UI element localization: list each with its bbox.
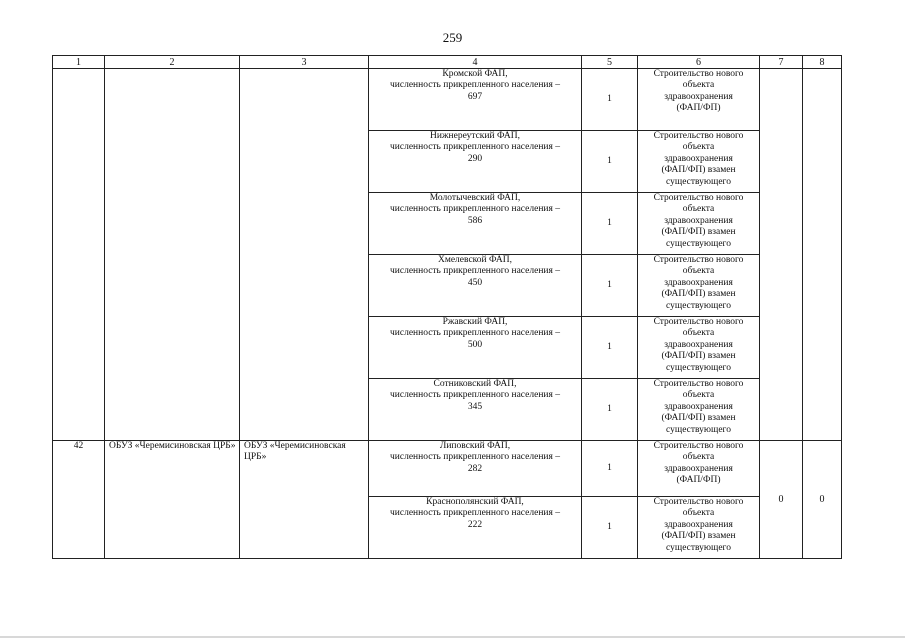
column-header: 7 <box>760 56 803 69</box>
column-header: 6 <box>638 56 760 69</box>
table-row <box>53 69 842 131</box>
column-7-cell: 0 <box>760 441 803 559</box>
executor-cell: ОБУЗ «Черемисиновская ЦРБ» <box>240 441 369 559</box>
fap-cell: Хмелевской ФАП, численность прикрепленного населения – 450 <box>369 255 582 317</box>
action-cell: Строительство нового объекта здравоохранения (ФАП/ФП) взамен существующего <box>638 255 760 317</box>
organization-cell: ОБУЗ «Черемисиновская ЦРБ» <box>105 441 240 559</box>
scan-edge-line <box>0 636 905 638</box>
action-cell: Строительство нового объекта здравоохранения (ФАП/ФП) <box>638 441 760 497</box>
count-cell: 1 <box>582 131 638 193</box>
action-cell: Строительство нового объекта здравоохранения (ФАП/ФП) взамен существующего <box>638 379 760 441</box>
action-cell: Строительство нового объекта здравоохранения (ФАП/ФП) взамен существующего <box>638 131 760 193</box>
action-cell: Строительство нового объекта здравоохранения (ФАП/ФП) взамен существующего <box>638 497 760 559</box>
count-cell: 1 <box>582 69 638 131</box>
column-header: 3 <box>240 56 369 69</box>
table-row <box>53 441 842 497</box>
count-cell: 1 <box>582 441 638 497</box>
fap-cell: Нижнереутский ФАП, численность прикрепленного населения – 290 <box>369 131 582 193</box>
column-header: 2 <box>105 56 240 69</box>
fap-cell: Сотниковский ФАП, численность прикрепленного населения – 345 <box>369 379 582 441</box>
count-cell: 1 <box>582 497 638 559</box>
fap-cell: Ржавский ФАП, численность прикрепленного населения – 500 <box>369 317 582 379</box>
fap-cell: Липовский ФАП, численность прикрепленного населения – 282 <box>369 441 582 497</box>
action-cell: Строительство нового объекта здравоохранения (ФАП/ФП) взамен существующего <box>638 317 760 379</box>
fap-cell: Краснополянский ФАП, численность прикрепленного населения – 222 <box>369 497 582 559</box>
count-cell: 1 <box>582 317 638 379</box>
column-header: 1 <box>53 56 105 69</box>
column-number-row <box>53 56 842 69</box>
column-header: 4 <box>369 56 582 69</box>
column-header: 8 <box>803 56 842 69</box>
action-cell: Строительство нового объекта здравоохранения (ФАП/ФП) <box>638 69 760 131</box>
column-header: 5 <box>582 56 638 69</box>
column-7-cell <box>760 69 803 441</box>
organization-cell <box>105 69 240 441</box>
executor-cell <box>240 69 369 441</box>
group-number-cell: 42 <box>53 441 105 559</box>
page-number: 259 <box>442 30 463 45</box>
column-8-cell <box>803 69 842 441</box>
group-number-cell <box>53 69 105 441</box>
fap-cell: Молотычевский ФАП, численность прикрепленного населения – 586 <box>369 193 582 255</box>
fap-cell: Кромской ФАП, численность прикрепленного населения – 697 <box>369 69 582 131</box>
column-8-cell: 0 <box>803 441 842 559</box>
facility-table <box>52 55 842 559</box>
count-cell: 1 <box>582 379 638 441</box>
count-cell: 1 <box>582 193 638 255</box>
action-cell: Строительство нового объекта здравоохранения (ФАП/ФП) взамен существующего <box>638 193 760 255</box>
count-cell: 1 <box>582 255 638 317</box>
